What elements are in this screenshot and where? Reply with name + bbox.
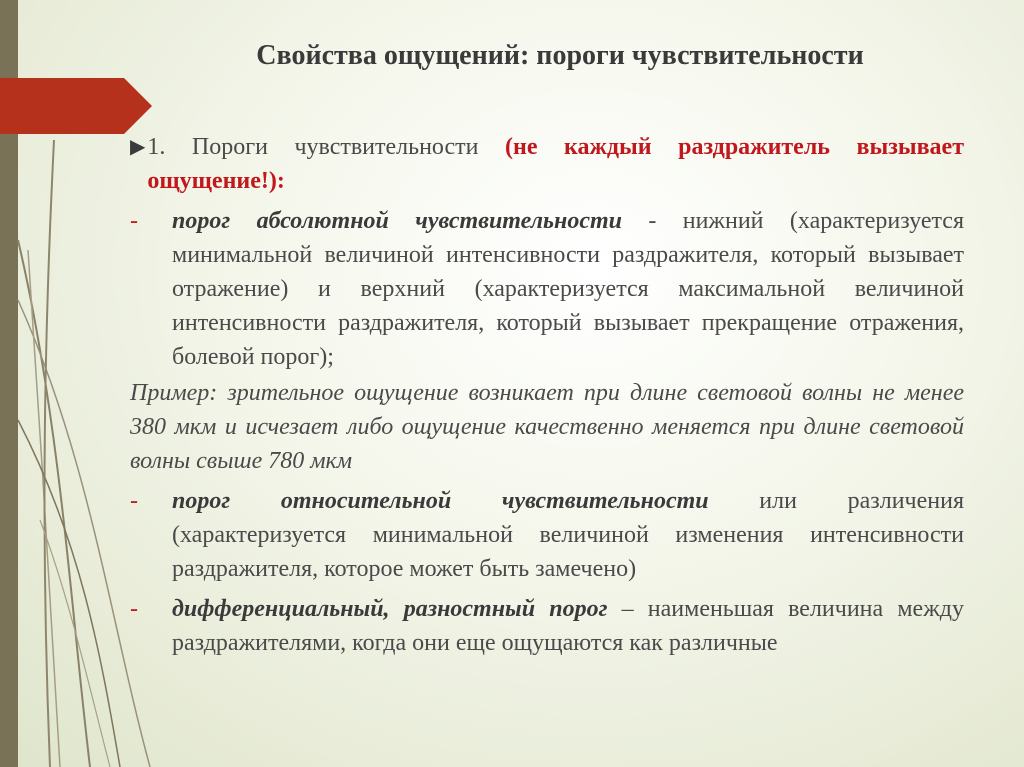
list-dash: -: [130, 596, 138, 622]
bullet-1-number: 1.: [147, 134, 166, 160]
bullet-1: [130, 130, 964, 198]
list-item-differential-threshold: [130, 592, 964, 660]
list-item-relative-threshold: [130, 484, 964, 586]
bullet-1-text: Пороги чувствительности: [165, 134, 506, 160]
bullet-1-text-block: [147, 130, 964, 198]
slide-title: Свойства ощущений: пороги чувствительности: [256, 40, 864, 71]
slide-content: [130, 130, 964, 660]
list-dash: -: [130, 488, 138, 514]
term-relative-threshold: порог относительной чувствительности: [172, 488, 709, 514]
definition-absolute-threshold: - нижний (характеризуется минимальной величиной интенсивности раздражителя, который вызывает отражение) и верхний (характеризуется максимальной величиной интенсивности раздражителя, который вызывает прекращение отражения, болевой порог);: [172, 208, 964, 370]
bullet-1-highlight: (не каждый раздражитель вызывает ощущение!):: [147, 134, 964, 194]
term-absolute-threshold: порог абсолютной чувствительности: [172, 208, 622, 234]
list-item-text: [172, 484, 964, 586]
list-item-text: [172, 204, 964, 374]
arrow-bullet-icon: ▶: [130, 136, 146, 158]
title-accent-tab: [0, 78, 152, 134]
list-dash: -: [130, 208, 138, 234]
example-text: Пример: зрительное ощущение возникает при длине световой волны не менее 380 мкм и исчезает либо ощущение качественно меняется при длине световой волны свыше 780 мкм: [130, 380, 964, 474]
list-item-text: [172, 592, 964, 660]
definition-relative-threshold: или различения (характеризуется минимальной величиной изменения интенсивности раздражителя, которое может быть замечено): [172, 488, 964, 582]
definition-differential-threshold: – наименьшая величина между раздражителями, когда они еще ощущаются как различные: [172, 596, 964, 656]
list-item-absolute-threshold: [130, 204, 964, 374]
term-differential-threshold: дифференциальный, разностный порог: [172, 596, 608, 622]
